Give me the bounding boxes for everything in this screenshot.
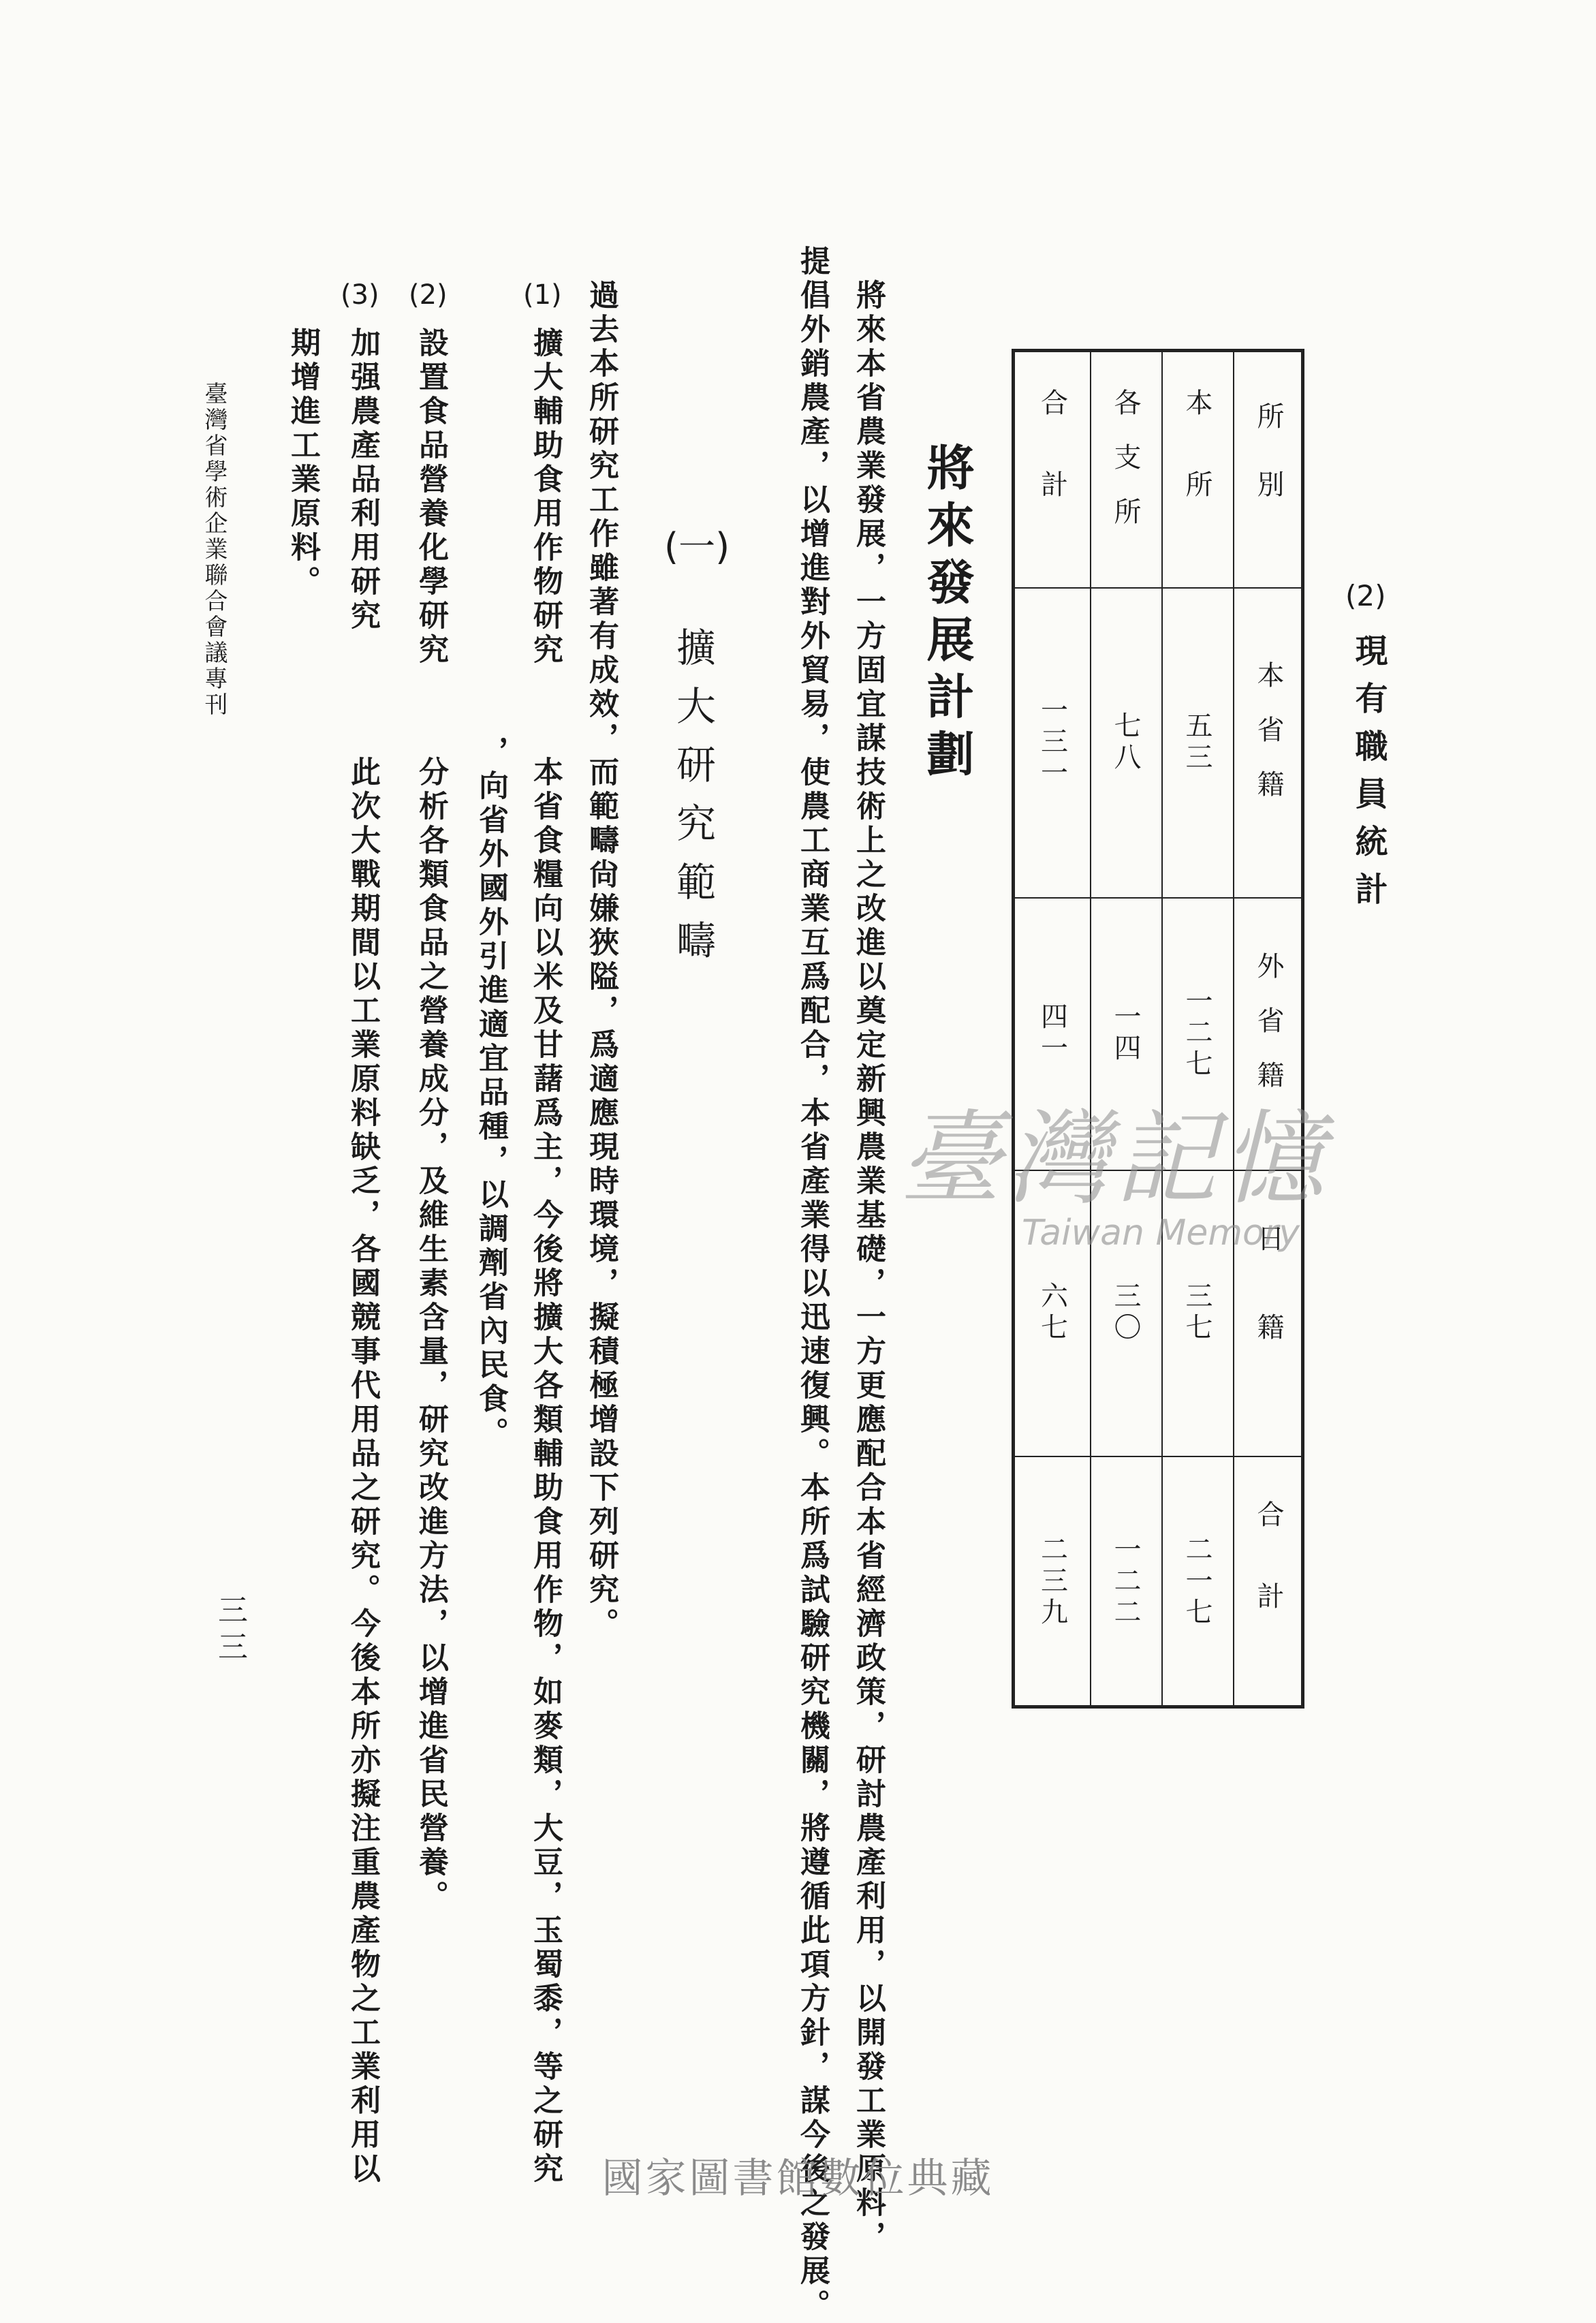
main-heading: 將來發展計劃: [919, 443, 975, 786]
header-unit: 所別: [1253, 401, 1284, 538]
cell-total: 一二二: [1110, 1535, 1141, 1629]
row-name: 各支所: [1110, 388, 1141, 552]
item-text: 期增進工業原料。: [285, 327, 320, 599]
header-other: 外省籍: [1253, 952, 1284, 1115]
cell-other: 四一: [1036, 1002, 1068, 1065]
item-number: (1): [523, 279, 562, 311]
staff-statistics-table: [1012, 349, 1304, 1709]
item-title: 擴大輔助食用作物研究: [528, 327, 563, 668]
intro-line-2: 提倡外銷農產，以增進對外貿易，使農工商業互爲配合，本省產業得以迅速復興。本所爲試驗研究機關，將遵循此項方針，謀今後之發展。: [795, 245, 830, 2323]
intro-line-1: 將來本省農業發展，一方固宜謀技術上之改進以奠定新興農業基礎，一方更應配合本省經濟政策，研討農產利用，以開發工業原料，: [851, 279, 886, 2255]
archive-footer: 國家圖書館數位典藏: [601, 2155, 995, 2202]
subheading: 擴大研究範疇: [670, 627, 716, 978]
para-intro: 過去本所研究工作雖著有成效，而範疇尙嫌狹隘，爲適應現時環境，擬積極增設下列研究。: [584, 279, 619, 1642]
cell-japan: 三〇: [1110, 1281, 1141, 1344]
cell-total: 二一七: [1181, 1535, 1212, 1629]
item-number: (2): [409, 279, 448, 311]
page-number: 三三: [213, 1594, 247, 1668]
header-total: 合計: [1253, 1500, 1284, 1664]
cell-total: 二三九: [1036, 1535, 1068, 1629]
table-title: 現有職員統計: [1349, 634, 1388, 920]
cell-local: 一三一: [1036, 695, 1068, 790]
row-name: 本所: [1181, 388, 1212, 552]
publication-name: 臺灣省學術企業聯合會議專刊: [200, 381, 228, 718]
cell-other: 一四: [1110, 1002, 1141, 1065]
cell-japan: 六七: [1036, 1281, 1068, 1344]
header-japan: 日籍: [1253, 1224, 1284, 1401]
cell-other: 一二七: [1181, 986, 1212, 1080]
item-text: 此次大戰期間以工業原料缺乏，各國競事代用品之研究。今後本所亦擬注重農產物之工業利用以: [345, 756, 380, 2187]
watermark-logo: 臺灣記憶: [899, 1100, 1330, 1219]
item-number: (3): [341, 279, 379, 311]
subheading-number: (一): [664, 525, 730, 568]
table-section-label: (2): [1345, 579, 1386, 612]
cell-local: 五三: [1181, 711, 1212, 774]
cell-japan: 三七: [1181, 1281, 1212, 1344]
row-name: 合計: [1036, 388, 1068, 552]
item-text: ，向省外國外引進適宜品種，以調劑省內民食。: [473, 736, 508, 1451]
watermark-logo-text: Taiwan Memory: [1022, 1213, 1300, 1253]
item-title: 設置食品營養化學研究: [413, 327, 448, 668]
item-text: 本省食糧向以米及甘藷爲主，今後將擴大各類輔助食用作物，如麥類，大豆，玉蜀黍，等之研究: [528, 756, 563, 2187]
item-text: 分析各類食品之營養成分，及維生素含量，研究改進方法，以增進省民營養。: [413, 756, 448, 1914]
cell-local: 七八: [1110, 711, 1141, 774]
item-title: 加强農產品利用研究: [345, 327, 380, 634]
header-local: 本省籍: [1253, 660, 1284, 824]
